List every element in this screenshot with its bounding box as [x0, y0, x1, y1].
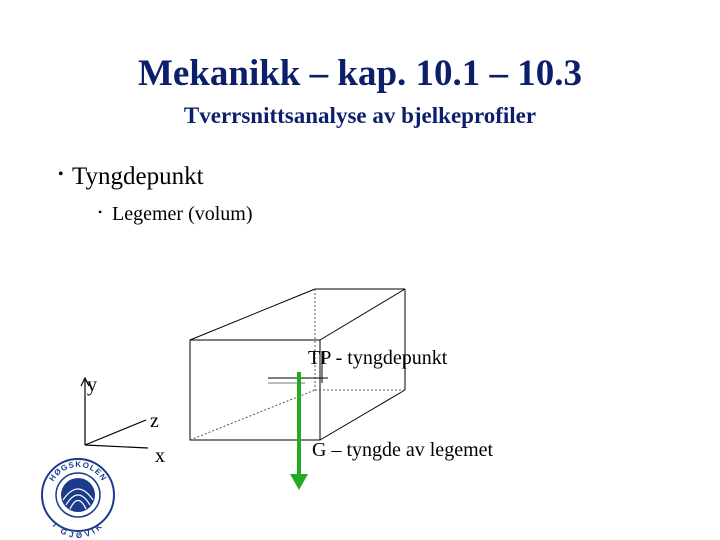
box-hidden-bottom-left-edge — [190, 390, 315, 440]
school-logo — [42, 459, 114, 540]
label-g: G – tyngde av legemet — [312, 439, 494, 461]
logo-text-bottom: I GJØVIK — [50, 521, 105, 540]
slide-title: Mekanikk – kap. 10.1 – 10.3 — [137, 53, 583, 94]
bullet-dot-icon: • — [98, 204, 103, 219]
sub-bullet-text: Legemer (volum) — [112, 203, 253, 225]
axis-x-line — [85, 445, 148, 448]
arrow-head-icon — [290, 474, 308, 490]
axis-z-line — [85, 420, 146, 445]
label-tp: TP - tyngdepunkt — [308, 347, 448, 369]
bullet-text: Tyngdepunkt — [72, 163, 204, 190]
bullet-dot-icon: • — [58, 166, 64, 184]
slide-subtitle: Tverrsnittsanalyse av bjelkeprofiler — [183, 103, 537, 128]
label-axis-z: z — [150, 410, 159, 432]
box-edge-bottom-right — [320, 390, 405, 440]
box-edge-top-left — [190, 289, 315, 340]
gravity-arrow — [290, 372, 308, 490]
box-edge-top-right — [320, 289, 405, 340]
logo-text-top: HØGSKOLEN — [47, 459, 109, 483]
label-axis-x: x — [155, 445, 165, 467]
label-axis-y: y — [87, 374, 97, 396]
